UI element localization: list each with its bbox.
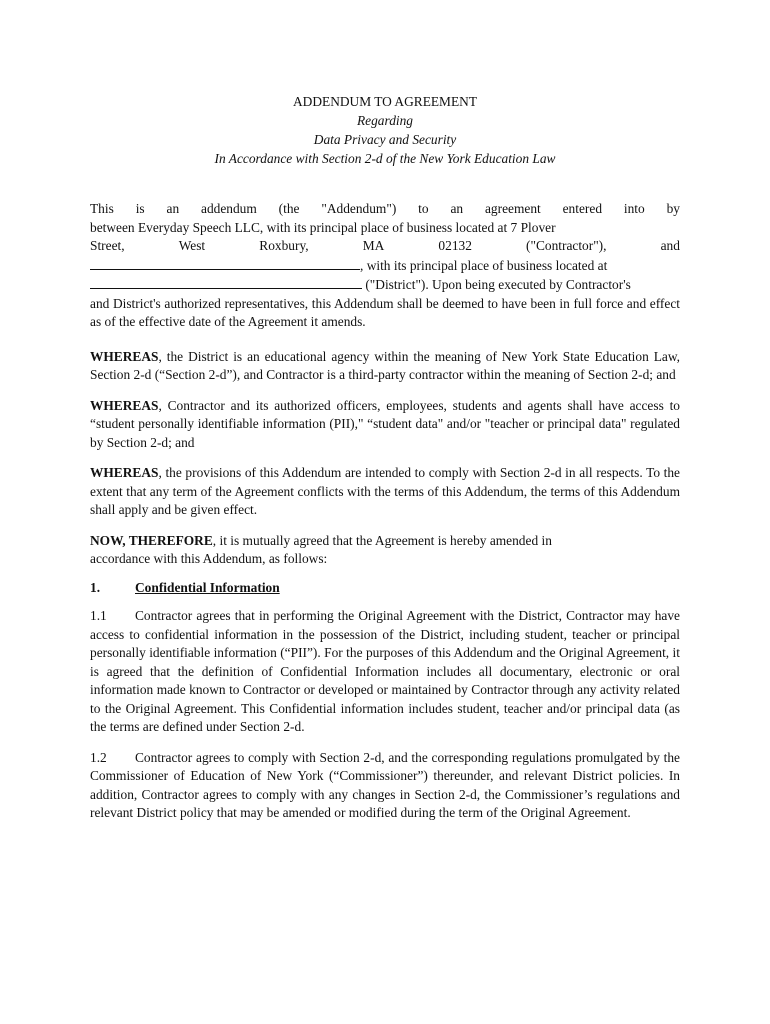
- whereas-clause-2: WHEREAS, Contractor and its authorized officers, employees, students and agents shall have access to “student personally identifiable information (PII)," “student data" and/or "teacher or principal data" regulated by Section 2-d; and: [90, 397, 680, 450]
- document-header: [90, 92, 680, 168]
- whereas-clause-3: WHEREAS, the provisions of this Addendum are intended to comply with Section 2-d in all respects. To the extent that any term of the Agreement conflicts with the terms of this Addendum, the terms of this Addendum shall apply and be given effect.: [90, 465, 680, 517]
- intro-line-1: This is an addendum (the "Addendum") to an agreement entered into by: [90, 201, 680, 216]
- subsection-1-2: 1.2 Contractor agrees to comply with Section 2-d, and the corresponding regulations promulgated by the Commissioner of Education of New York (“Commissioner”) thereunder, and relevant District policies. In addition, Contractor agrees to comply with any changes in Section 2-d, the Commissioner’s regulations and relevant District policy that may be amended or modified during the term of the Original Agreement.: [90, 749, 680, 820]
- document-subtitle-topic: Data Privacy and Security: [313, 132, 457, 147]
- document-subtitle-law: In Accordance with Section 2-d of the New York Education Law: [214, 151, 556, 166]
- intro-paragraph: [90, 200, 680, 332]
- district-address-blank[interactable]: [90, 275, 362, 289]
- section-number: 1.: [90, 579, 101, 595]
- intro-line-6: and District's authorized representatives, this Addendum shall be deemed to have been in full force and effect as of the effective date of the Agreement it amends.: [90, 295, 680, 329]
- intro-line-5: ("District"). Upon being executed by Contractor's: [90, 275, 680, 295]
- section-1-heading: [90, 579, 680, 598]
- subsection-1-1: 1.1 Contractor agrees that in performing the Original Agreement with the District, Contractor may have access to confidential information in the possession of the District, including student, teacher or principal personally identifiable information (“PII”). For the purposes of this Addendum and the Original Agreement, it is agreed that the definition of Confidential Information includes all documentary, electronic or oral information made known to Contractor or developed or maintained by Contractor through any activity related to the Original Agreement. This Confidential information includes student, teacher and/or principal data (as the terms are defined under Section 2-d.: [90, 608, 680, 734]
- now-therefore-clause: NOW, THEREFORE, it is mutually agreed that the Agreement is hereby amended in accordance with this Addendum, as follows:: [90, 532, 552, 566]
- intro-line-4: , with its principal place of business located at: [90, 256, 680, 276]
- whereas-clause-1: WHEREAS, the District is an educational agency within the meaning of New York State Education Law, Section 2-d (“Section 2-d”), and Contractor is a third-party contractor within the meaning of Section 2-d; and: [90, 348, 680, 382]
- document-title: ADDENDUM TO AGREEMENT: [293, 94, 477, 109]
- intro-line-3: Street, West Roxbury, MA 02132 ("Contractor"), and: [90, 238, 680, 253]
- district-name-blank[interactable]: [90, 256, 360, 270]
- intro-line-2: between Everyday Speech LLC, with its principal place of business located at 7 Plover: [90, 219, 556, 235]
- section-title: Confidential Information: [135, 579, 280, 595]
- document-page: [90, 92, 680, 835]
- document-subtitle-regarding: Regarding: [356, 113, 414, 128]
